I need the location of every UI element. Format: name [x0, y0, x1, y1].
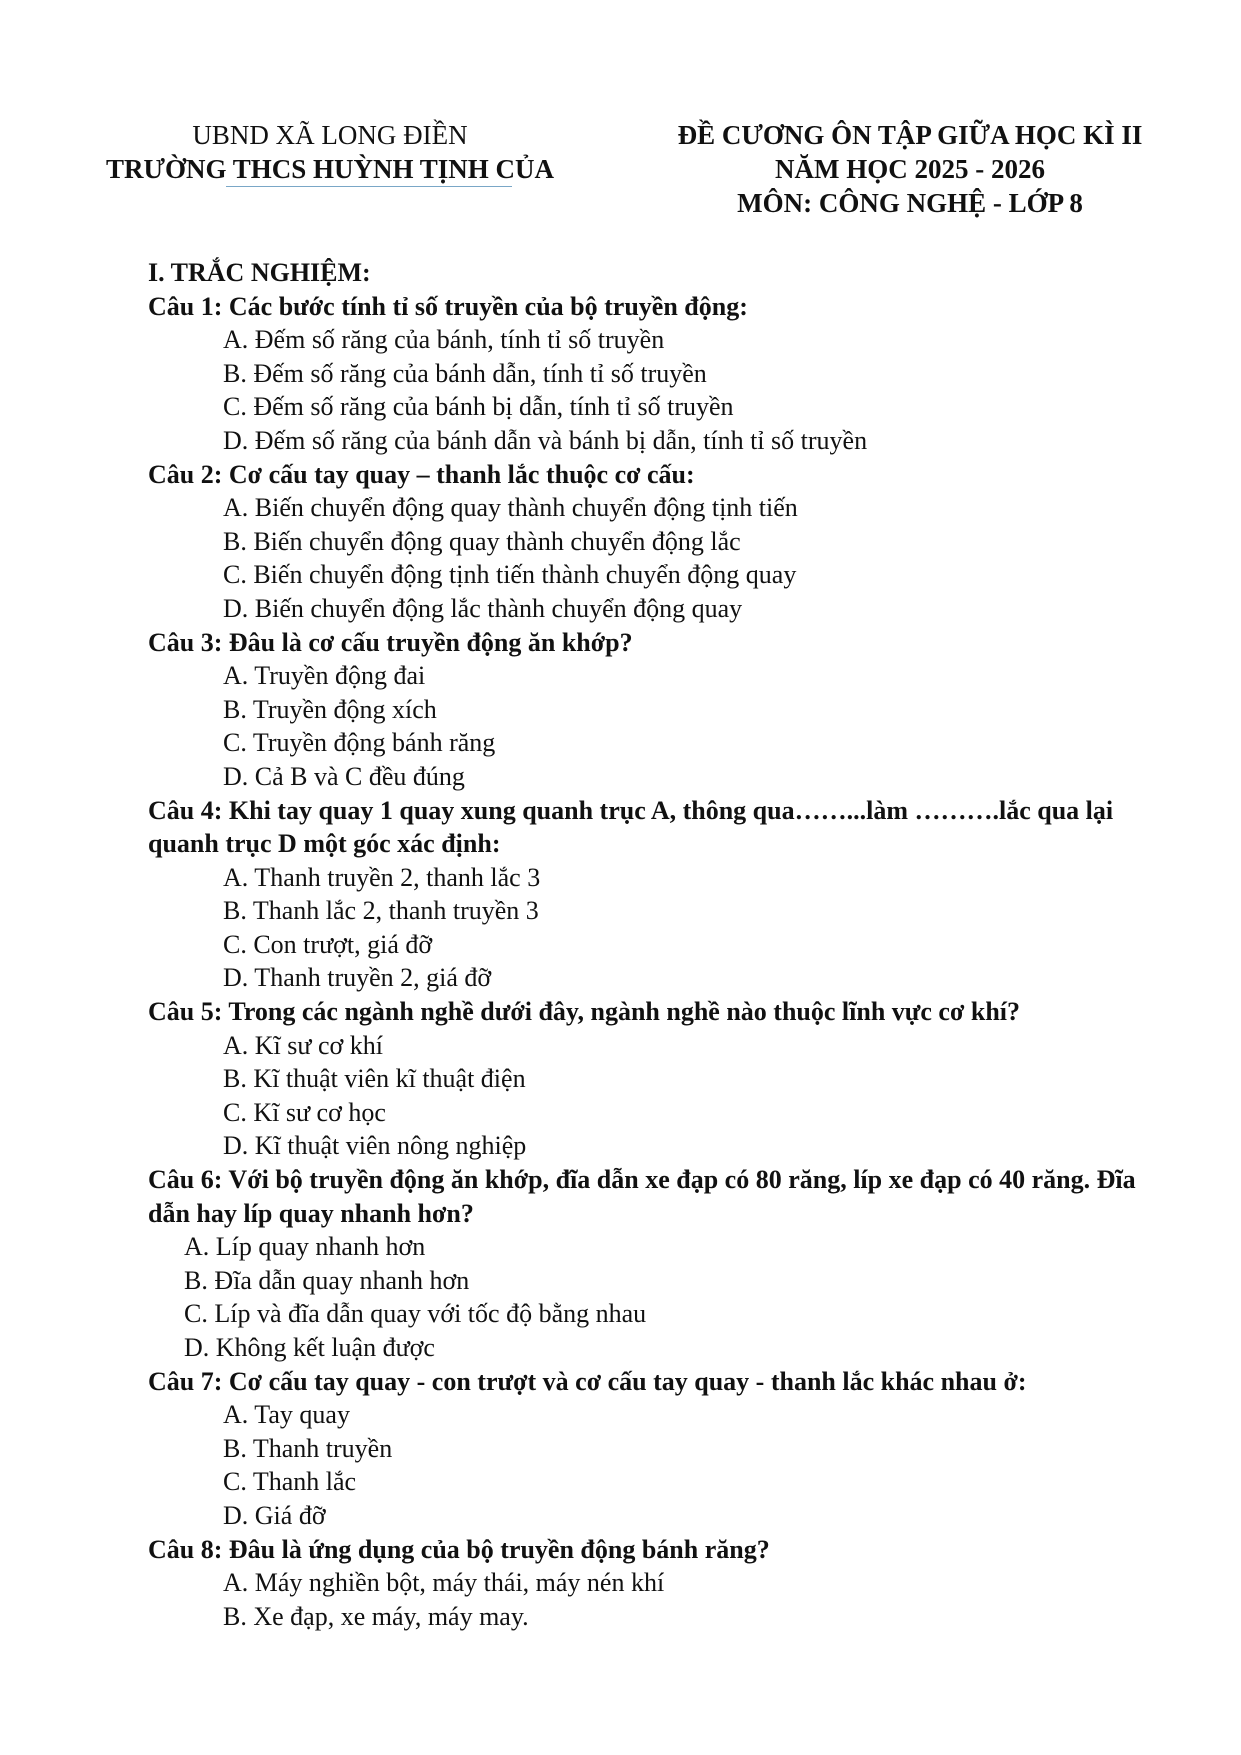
question-text: Câu 4: Khi tay quay 1 quay xung quanh trục A, thông qua……...làm ……….lắc qua lại quanh trục D một góc xác định:	[148, 795, 1114, 859]
answer-option: B. Đếm số răng của bánh dẫn, tính tỉ số truyền	[223, 358, 707, 388]
question-block	[148, 1163, 1158, 1365]
question-block	[148, 626, 1158, 794]
answer-option: B. Xe đạp, xe máy, máy may.	[223, 1601, 529, 1631]
question-block	[148, 995, 1158, 1163]
answer-option: D. Biến chuyển động lắc thành chuyển động quay	[223, 593, 743, 623]
answer-option: D. Đếm số răng của bánh dẫn và bánh bị dẫn, tính tỉ số truyền	[223, 425, 868, 455]
answer-option: A. Biến chuyển động quay thành chuyển động tịnh tiến	[223, 493, 798, 523]
answer-option: D. Giá đỡ	[223, 1500, 326, 1530]
answer-option: A. Tay quay	[223, 1400, 350, 1430]
answer-option: D. Kĩ thuật viên nông nghiệp	[223, 1131, 527, 1161]
answer-option: A. Đếm số răng của bánh, tính tỉ số truyền	[223, 325, 665, 355]
subject-grade: MÔN: CÔNG NGHỆ - LỚP 8	[737, 188, 1083, 218]
answer-option: D. Cả B và C đều đúng	[223, 761, 465, 791]
question-text: Câu 3: Đâu là cơ cấu truyền động ăn khớp?	[148, 627, 633, 657]
answer-option: C. Đếm số răng của bánh bị dẫn, tính tỉ số truyền	[223, 392, 734, 422]
header-left	[80, 118, 580, 186]
question-text: Câu 5: Trong các ngành nghề dưới đây, ngành nghề nào thuộc lĩnh vực cơ khí?	[148, 997, 1021, 1027]
question-text: Câu 8: Đâu là ứng dụng của bộ truyền động bánh răng?	[148, 1534, 770, 1564]
answer-option: C. Kĩ sư cơ học	[223, 1097, 386, 1127]
commune-name: UBND XÃ LONG ĐIỀN	[192, 120, 468, 150]
answer-option: A. Máy nghiền bột, máy thái, máy nén khí	[223, 1568, 665, 1598]
answer-option: C. Truyền động bánh răng	[223, 728, 496, 758]
answer-option: B. Đĩa dẫn quay nhanh hơn	[184, 1265, 470, 1295]
answer-option: C. Thanh lắc	[223, 1467, 357, 1497]
question-block	[148, 290, 1158, 458]
answer-option: A. Líp quay nhanh hơn	[184, 1232, 426, 1262]
question-block	[148, 458, 1158, 626]
answer-option: C. Con trượt, giá đỡ	[223, 929, 433, 959]
question-block	[148, 1533, 1158, 1634]
answer-option: A. Thanh truyền 2, thanh lắc 3	[223, 862, 541, 892]
question-block	[148, 1365, 1158, 1533]
answer-option: B. Truyền động xích	[223, 694, 437, 724]
answer-option: C. Biến chuyển động tịnh tiến thành chuyển động quay	[223, 560, 797, 590]
question-text: Câu 2: Cơ cấu tay quay – thanh lắc thuộc cơ cấu:	[148, 459, 695, 489]
exam-content	[148, 256, 1158, 1633]
answer-option: B. Thanh truyền	[223, 1433, 393, 1463]
answer-option: A. Truyền động đai	[223, 661, 426, 691]
section-title: I. TRẮC NGHIỆM:	[148, 258, 371, 287]
answer-option: D. Không kết luận được	[184, 1333, 435, 1362]
answer-option: A. Kĩ sư cơ khí	[223, 1030, 383, 1060]
school-name-underline	[226, 186, 512, 187]
header-right	[640, 118, 1180, 220]
school-year: NĂM HỌC 2025 - 2026	[775, 154, 1045, 184]
answer-option: C. Líp và đĩa dẫn quay với tốc độ bằng nhau	[184, 1299, 647, 1329]
answer-option: B. Kĩ thuật viên kĩ thuật điện	[223, 1064, 526, 1094]
school-name: TRƯỜNG THCS HUỲNH TỊNH CỦA	[105, 154, 555, 184]
question-text: Câu 6: Với bộ truyền động ăn khớp, đĩa dẫn xe đạp có 80 răng, líp xe đạp có 40 răng. Đĩa dẫn hay líp quay nhanh hơn?	[148, 1165, 1136, 1228]
question-text: Câu 1: Các bước tính tỉ số truyền của bộ truyền động:	[148, 291, 748, 321]
answer-option: B. Thanh lắc 2, thanh truyền 3	[223, 896, 539, 926]
question-block	[148, 794, 1158, 996]
question-text: Câu 7: Cơ cấu tay quay - con trượt và cơ cấu tay quay - thanh lắc khác nhau ở:	[148, 1366, 1027, 1396]
document-title: ĐỀ CƯƠNG ÔN TẬP GIỮA HỌC KÌ II	[677, 120, 1143, 150]
answer-option: B. Biến chuyển động quay thành chuyển động lắc	[223, 526, 741, 556]
answer-option: D. Thanh truyền 2, giá đỡ	[223, 963, 492, 993]
